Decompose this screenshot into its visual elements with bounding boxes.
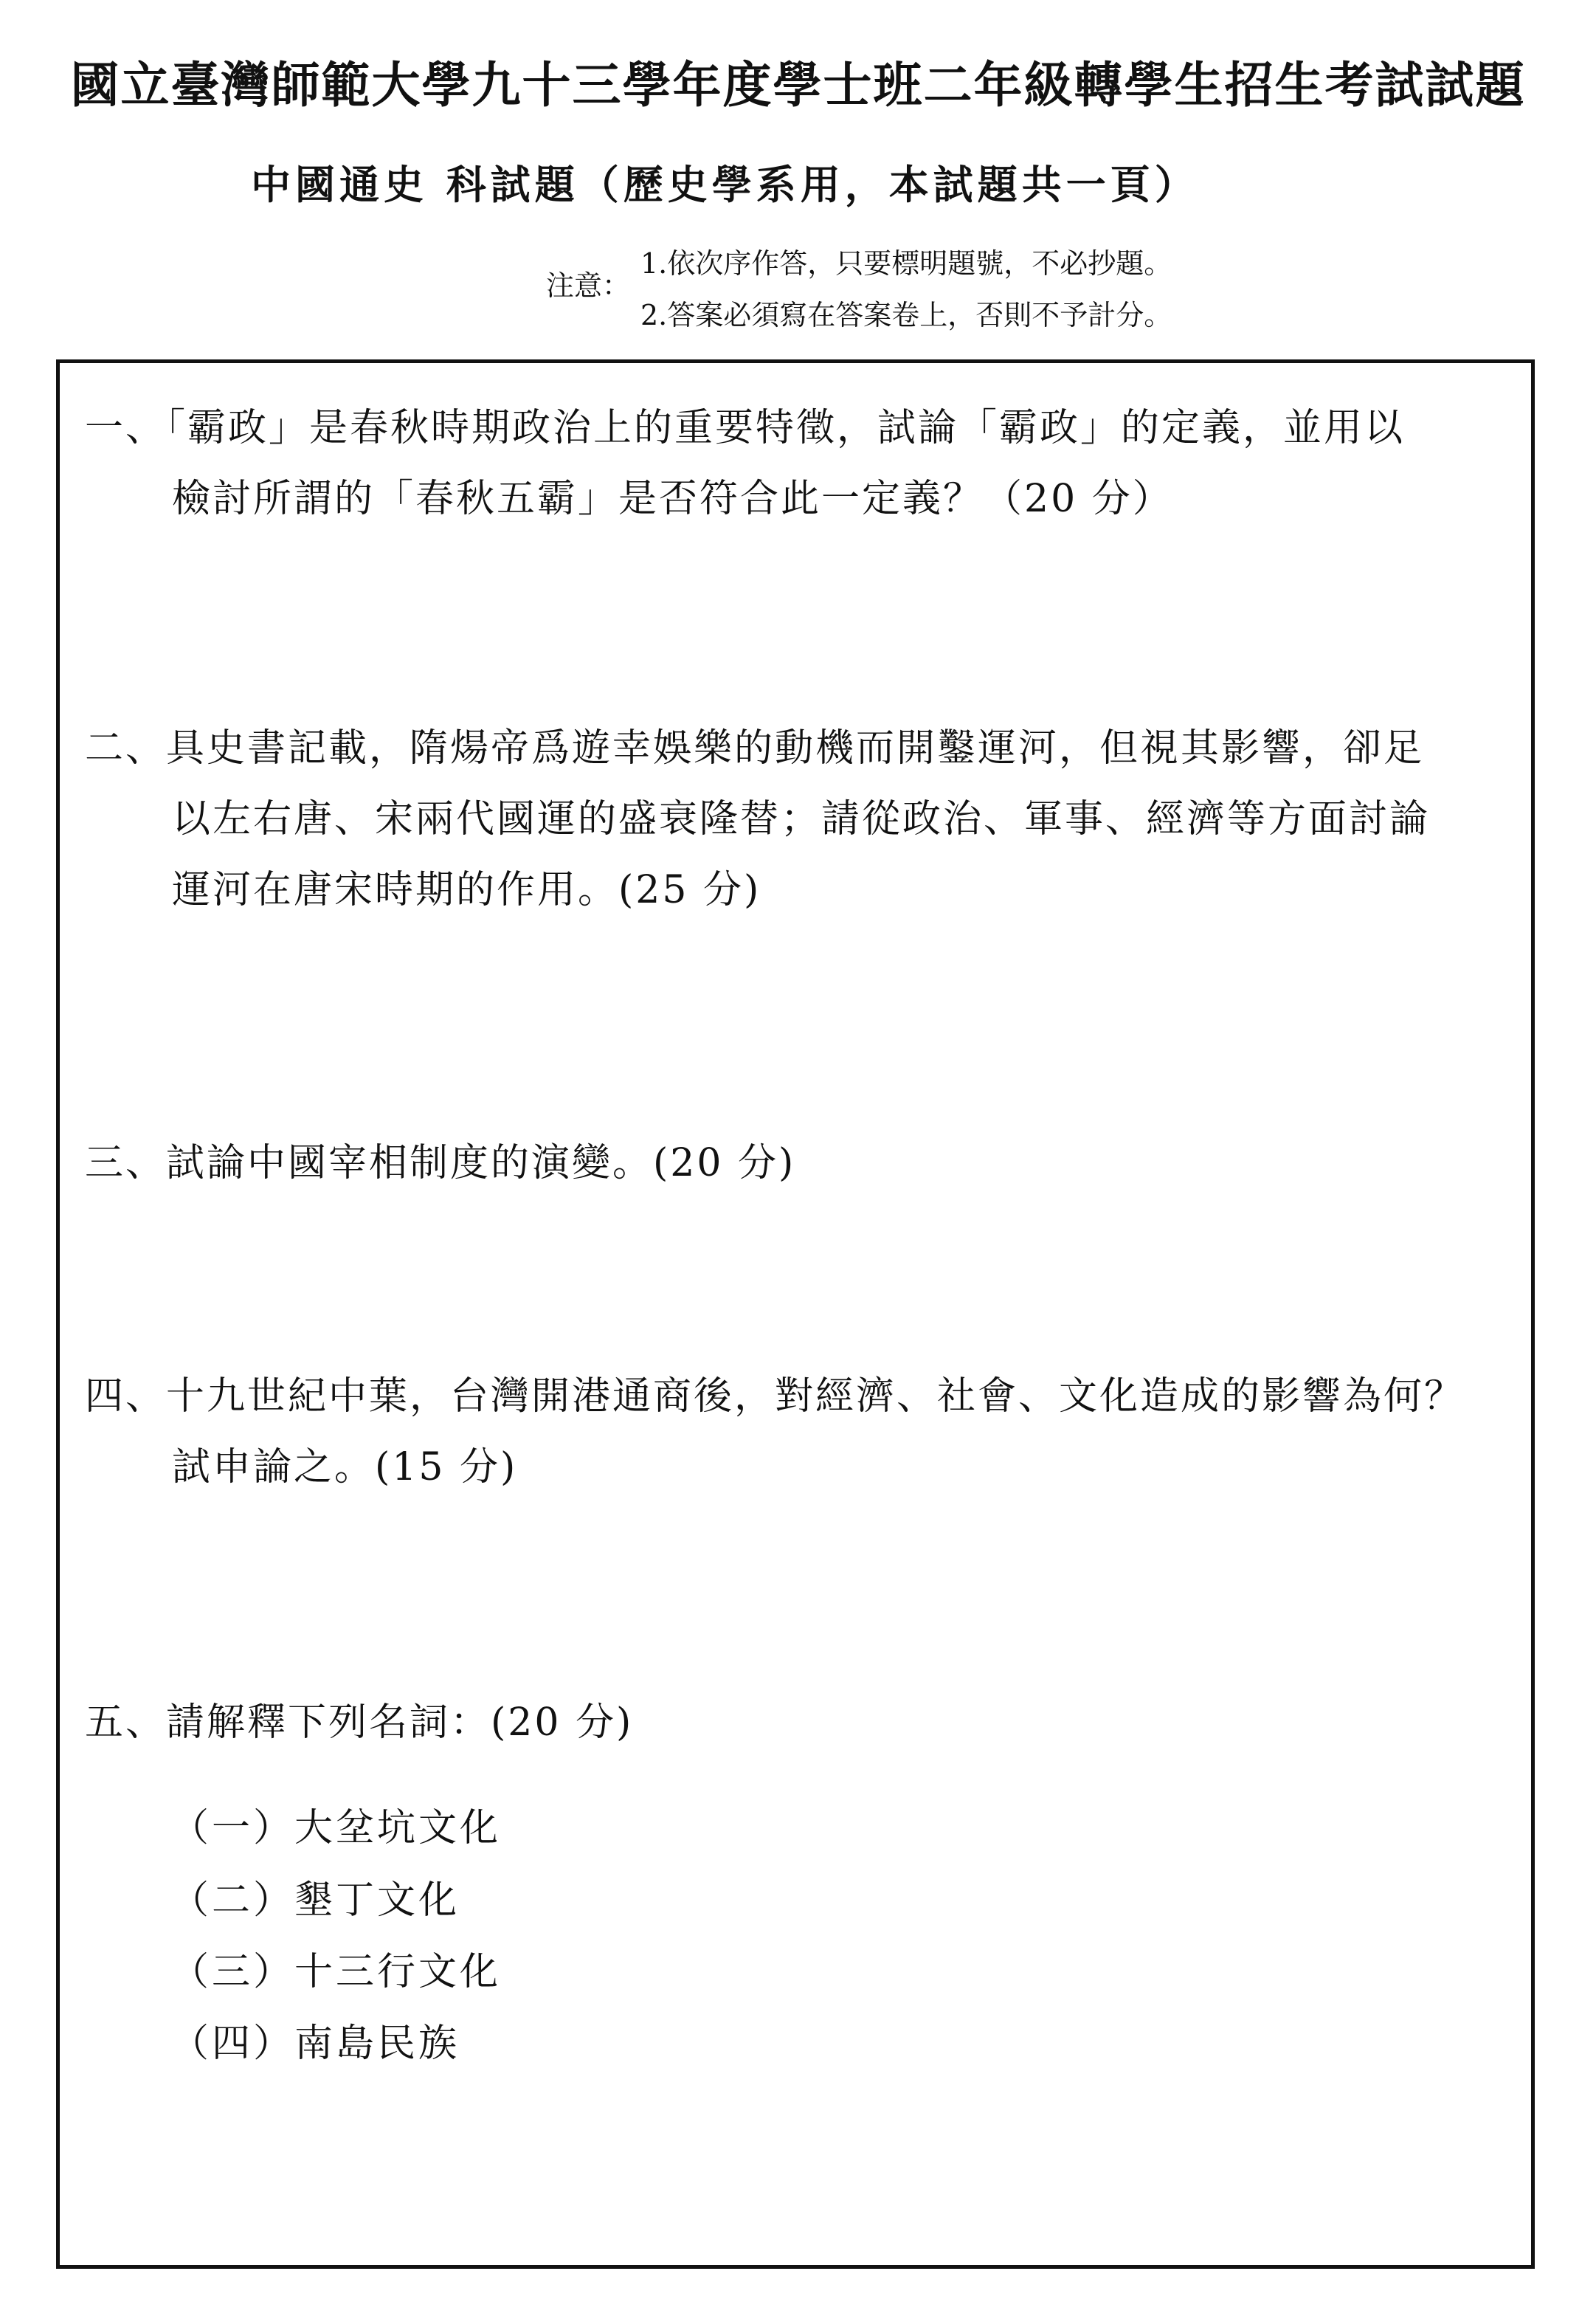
- notice-item-2: 2.答案必須寫在答案卷上，否則不予計分。: [640, 299, 1172, 331]
- question-3: [85, 1128, 1524, 1199]
- exam-subtitle: 中國通史 科試題（歷史學系用，本試題共一頁）: [251, 161, 1199, 208]
- question-5-sub-item-4: （四）南島民族: [170, 2022, 460, 2066]
- question-5: [85, 1687, 1524, 1758]
- question-1-line-2: 檢討所謂的「春秋五霸」是否符合此一定義？（20 分）: [172, 477, 1173, 521]
- question-5-sub-item-1: （一）大坌坑文化: [170, 1806, 502, 1850]
- question-5-sub-item-3: （三）十三行文化: [170, 1950, 502, 1994]
- notice-items: [640, 238, 1172, 341]
- question-4-line-1: 四、十九世紀中葉，台灣開港通商後，對經濟、社會、文化造成的影響為何？: [85, 1374, 1465, 1419]
- question-2-line-1: 二、具史書記載，隋煬帝爲遊幸娛樂的動機而開鑿運河，但視其影響，卻足: [85, 726, 1425, 771]
- question-2-line-3: 運河在唐宋時期的作用。(25 分): [172, 868, 761, 912]
- question-4: [85, 1361, 1524, 1503]
- question-5-sub-item-2: （二）墾丁文化: [170, 1878, 460, 1923]
- question-2-line-2: 以左右唐、宋兩代國運的盛衰隆替；請從政治、軍事、經濟等方面討論: [172, 797, 1431, 841]
- question-2: [85, 713, 1524, 926]
- notice-item-1: 1.依次序作答，只要標明題號，不必抄題。: [640, 247, 1172, 280]
- question-4-line-2: 試申論之。(15 分): [172, 1445, 518, 1489]
- question-box: [56, 359, 1535, 2269]
- exam-title: 國立臺灣師範大學九十三學年度學士班二年級轉學生招生考試試題: [70, 56, 1526, 114]
- question-5-line-1: 五、請解釋下列名詞：(20 分): [85, 1700, 634, 1745]
- notice-label: 注意：: [546, 269, 631, 302]
- question-3-line-1: 三、試論中國宰相制度的演變。(20 分): [85, 1141, 796, 1185]
- question-1-line-1: 一、「霸政」是春秋時期政治上的重要特徵，試論「霸政」的定義，並用以: [85, 406, 1406, 450]
- question-1: [85, 393, 1524, 534]
